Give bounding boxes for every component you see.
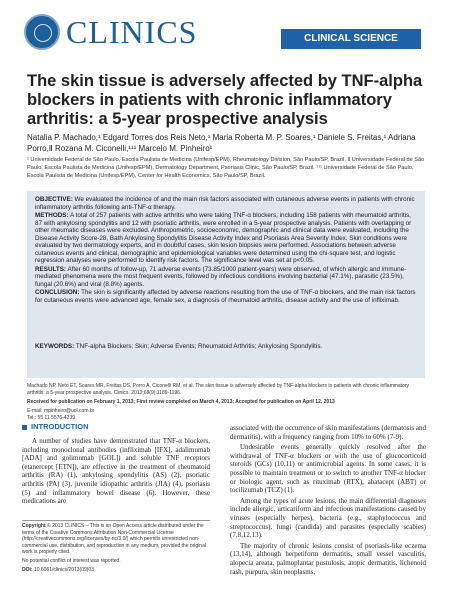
citation-block <box>27 383 425 422</box>
intro-paragraph: associated with the occurrence of skin manifestations (dermatosis and dermatitis), with a frequency ranging from 10% to 60% (7-9). <box>230 424 426 441</box>
article-title: The skin tissue is adversely affected by TNF-alpha blockers in patients with chronic inflammatory arthritis: a 5-year prospective analysis <box>27 72 423 128</box>
section-badge: CLINICAL SCIENCE <box>281 29 421 49</box>
journal-logo: CLINICS <box>66 14 198 50</box>
right-column <box>230 424 426 578</box>
copyright-notice: Copyright © 2013 CLINICS – This is an Open Access article distributed under the terms of the Creative Commons Attribution Non-Commercial License (http://creativecommons.org/licenses/by-nc/3.0/) which permits unrestricted non-commercial use, distribution, and reproduction in any medium, provided the original work is properly cited. <box>22 523 206 556</box>
citation-text: Machado NP, Neto ET, Soares MR, Freitas DS, Porro A, Ciconelli RM, et al. The skin tissue is adversely affected by TNF-alpha blockers in patients with chronic inflammatory arthritis: a 5-year prospective analysis. Clinics. 2013;68(9):1189-1196. <box>27 383 410 396</box>
intro-paragraph: The majority of chronic lesions consist of psoriasis-like eczema (13,14), although herpetiform dermatitis, small vessel vasculitis, alopecia areata, palmoplantar pustulosis, atopic dermatitis, lichenoid rash, purpura, skin neoplasms, <box>230 541 426 576</box>
clinics-seal-icon <box>24 14 60 50</box>
left-column <box>22 437 210 508</box>
abstract-conclusion: CONCLUSION: The skin is significantly affected by adverse reactions resulting from the use of TNF-α blockers, and the main risk factors for cutaneous events were advanced age, female sex, a diagnosis of rheumatoid arthritis, disease activity and the use of infliximab. <box>35 289 416 304</box>
received-dates: Received for publication on February 1, 2013; First review completed on March 4, 2013; Accepted for publication on April 12, 2013 <box>27 399 335 405</box>
doi-line: DOI: 10.6061/clinics/2013(09)03 <box>22 566 94 573</box>
abstract-results: RESULTS: After 60 months of follow-up, 71 adverse events (73.85/1000 patient-years) were observed, of which allergic and immune-mediated phenomena were the most frequent events, followed by infectious conditions involving bacterial (47.1%), parasitic (23.5%), fungal (20.6%) and viral (8.8%) agents. <box>35 265 407 288</box>
copyright-footer <box>22 520 210 575</box>
email-link[interactable]: E-mail: mpinheiro@uol.com.br <box>27 408 95 414</box>
intro-paragraph: A number of studies have demonstrated that TNF-α blockers, including monoclonal antibodies (infliximab [IFX], adalimumab [ADA] and golimumab [GOL]) and soluble TNF receptors (etanercept [ETN]), are effective in the treatment of rheumatoid arthritis (RA) (1), ankylosing spondylitis (AS) (2), psoriatic arthritis (PA) (3), juvenile idiopathic arthritis (JIA) (4), psoriasis (5) and inflammatory bowel disease (6). However, these medications are <box>22 437 210 506</box>
affiliations: ¹ Universidade Federal de São Paulo, Escola Paulista de Medicina (Unifesp/EPM), Rheumatology Division, São Paulo/SP, Brazil. Ⅱ Universidade Federal de São Paulo, Escola Paulista de Medicina (Unifesp/EPM), Dermatology Department, Psoriasis Clinic, São Paulo/SP, Brazil. ¹¹¹ Universidade Federal de São Paulo, Escola Paulista de Medicina (Unifesp/EPM), Center for Health Economics, São Paulo/SP, Brazil. <box>27 157 425 179</box>
introduction-heading: INTRODUCTION <box>22 422 89 431</box>
intro-paragraph: Undesirable events generally quickly resolved after the withdrawal of TNF-α blockers or with the use of glucocorticoid steroids (GCs) (10,11) or antimicrobial agents. In some cases, it is possible to maintain treatment or to switch to another TNF-α blocker or biologic agent, such as rituximab (RTX), abatacept (ABT) or tocilizumab (TCZ) (1). <box>230 443 426 495</box>
doi-link[interactable]: 10.6061/clinics/2013(09)03 <box>33 566 94 573</box>
abstract-objective: OBJECTIVE: We evaluated the incidence of and the main risk factors associated with cutaneous adverse events in patients with chronic inflammatory arthritis following anti-TNF-α therapy. <box>35 196 415 211</box>
abstract-methods: METHODS: A total of 257 patients with active arthritis who were taking TNF-α blockers, including 158 patients with rheumatoid arthritis, 87 with ankylosing spondylitis and 12 with psoriatic arthritis, were enrolled in a 5-year prospective analysis. Patients with overlapping or other rheumatic diseases were excluded. Anthropometric, socioeconomic, demographic and clinical data were evaluated, including the Disease Activity Score-28, Bath Ankylosing Spondylitis Disease Activity Index and Psoriasis Area Severity Index. Skin conditions were evaluated by two dermatology experts, and in doubtful cases, skin lesion biopsies were performed. Associations between adverse cutaneous events and clinical, demographic and epidemiological variables were determined using the chi-square test, and logistic regression analyses were performed to identify risk factors. The significance level was set at p<0.05. <box>35 212 412 264</box>
bullet-square-icon <box>22 425 27 430</box>
keywords-line: KEYWORDS: TNF-alpha Blockers; Skin; Adverse Events; Rheumatoid Arthritis; Ankylosing Spondylitis. <box>35 343 323 350</box>
intro-paragraph: Among the types of acute lesions, the main differential diagnoses include allergic, urticariform and infectious manifestations caused by viruses (especially herpes), bacteria (e.g., staphylococcus and streptococcus), fungi (candida) and parasites (especially scabies) (7,8,12,13). <box>230 496 426 540</box>
telephone: Tel.: 55 11 5576-4239 <box>27 415 76 421</box>
author-list: Natalia P. Machado,¹ Edgard Torres dos Reis Neto,¹ Maria Roberta M. P. Soares,¹ Daniele S. Freitas,¹ Adriana Porro,Ⅱ Rozana M. Ciconelli,¹¹¹ Marcelo M. Pinheiro¹ <box>27 133 416 153</box>
journal-header <box>0 0 449 60</box>
conflict-statement: No potential conflict of interest was reported. <box>22 557 121 564</box>
